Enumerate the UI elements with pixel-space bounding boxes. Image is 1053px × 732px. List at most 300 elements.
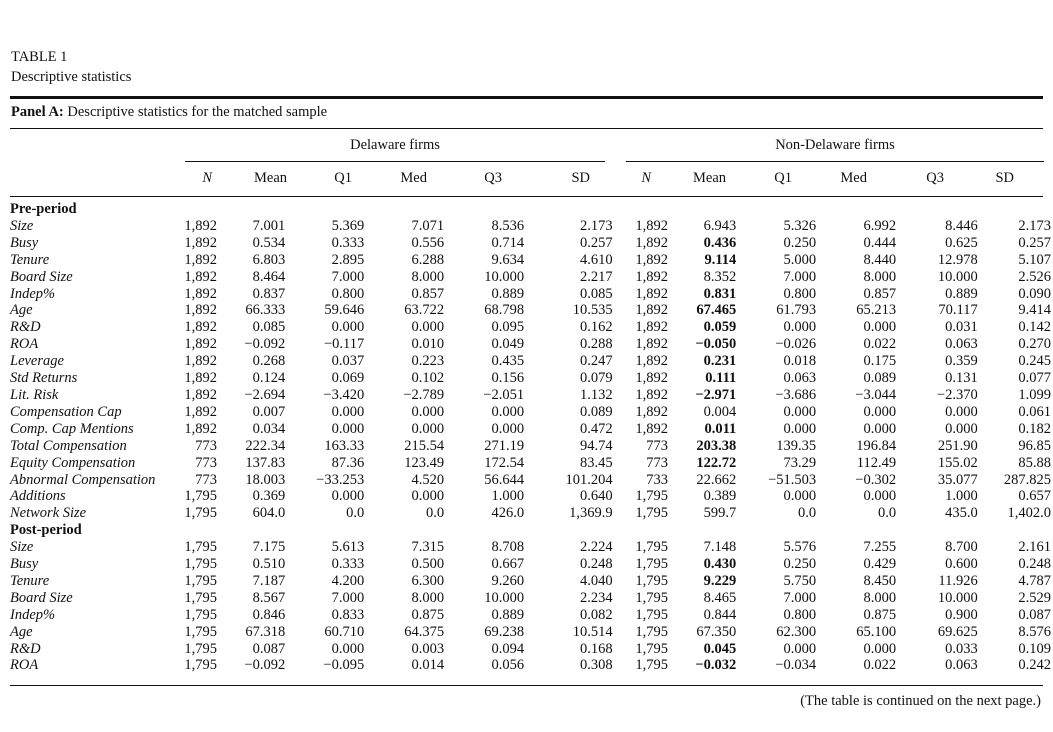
- table-cell: 1,795: [184, 623, 217, 640]
- table-cell: −2.694: [244, 386, 286, 403]
- table-cell: 1,892: [635, 302, 669, 319]
- table-cell: 10.000: [937, 268, 978, 285]
- table-cell: 1,795: [635, 640, 669, 657]
- table-cell: 1,795: [184, 505, 217, 522]
- table-cell: 163.33: [324, 437, 365, 454]
- table-cell: 0.430: [703, 556, 737, 573]
- table-cell: 2.224: [580, 539, 613, 556]
- table-cell: 1,402.0: [1007, 505, 1051, 522]
- table-cell: 0.657: [1018, 488, 1051, 505]
- table-cell: 599.7: [703, 505, 737, 522]
- table-row: [10, 336, 1053, 353]
- table-cell: 8.000: [863, 268, 897, 285]
- variable-name: Comp. Cap Mentions: [10, 420, 134, 437]
- column-header-delaware-q3: Q3: [484, 170, 502, 186]
- table-cell: 67.350: [696, 623, 737, 640]
- table-cell: 0.435: [491, 353, 525, 370]
- table-cell: 10.000: [484, 589, 525, 606]
- column-header-non-delaware-n: N: [641, 170, 651, 186]
- table-cell: 8.446: [945, 217, 978, 234]
- table-cell: 9.114: [704, 251, 737, 268]
- table-cell: 0.857: [863, 285, 897, 302]
- table-cell: 172.54: [484, 454, 525, 471]
- variable-name: Busy: [10, 556, 39, 573]
- table-cell: 8.000: [411, 268, 445, 285]
- table-cell: 0.436: [703, 234, 737, 251]
- section-title: Post-period: [10, 522, 82, 539]
- table-cell: −0.092: [244, 657, 286, 674]
- table-cell: 0.857: [411, 285, 445, 302]
- table-cell: 0.000: [411, 319, 445, 336]
- table-cell: 0.022: [863, 336, 897, 353]
- table-cell: 7.175: [252, 539, 286, 556]
- table-cell: 0.800: [783, 285, 817, 302]
- table-cell: 7.000: [331, 268, 365, 285]
- table-cell: 1,892: [635, 386, 669, 403]
- table-cell: 0.000: [945, 420, 978, 437]
- table-cell: 0.889: [491, 285, 525, 302]
- table-row: [10, 624, 1053, 641]
- table-cell: 0.085: [580, 285, 613, 302]
- variable-name: Lit. Risk: [10, 386, 59, 403]
- table-cell: 0.333: [331, 556, 365, 573]
- table-cell: 1,892: [184, 370, 217, 387]
- table-cell: 1,795: [635, 488, 669, 505]
- table-cell: 1,795: [635, 572, 669, 589]
- table-cell: 0.033: [945, 640, 978, 657]
- variable-name: Tenure: [10, 572, 50, 589]
- table-cell: 85.88: [1018, 454, 1051, 471]
- variable-name: Size: [10, 217, 34, 234]
- table-cell: 137.83: [245, 454, 286, 471]
- table-cell: 22.662: [696, 471, 737, 488]
- table-cell: 1,892: [184, 302, 217, 319]
- table-cell: 271.19: [484, 437, 525, 454]
- group-rule-non-delaware: [626, 161, 1044, 162]
- table-cell: 0.082: [580, 606, 613, 623]
- variable-name: Total Compensation: [10, 437, 127, 454]
- table-cell: 68.798: [484, 302, 525, 319]
- table-cell: 0.844: [703, 606, 737, 623]
- table-cell: 773: [195, 437, 217, 454]
- table-cell: 63.722: [404, 302, 445, 319]
- table-cell: 0.011: [704, 420, 737, 437]
- table-cell: 0.875: [863, 606, 897, 623]
- table-cell: 0.000: [491, 403, 525, 420]
- table-cell: 8.567: [252, 589, 286, 606]
- table-cell: 0.800: [783, 606, 817, 623]
- table-cell: 1,892: [184, 420, 217, 437]
- table-cell: 1,892: [184, 285, 217, 302]
- table-cell: 4.520: [411, 471, 445, 488]
- table-cell: 1,795: [184, 572, 217, 589]
- table-cell: 1,892: [635, 268, 669, 285]
- table-cell: 1,892: [184, 386, 217, 403]
- table-cell: 0.095: [491, 319, 525, 336]
- table-cell: 1,892: [635, 336, 669, 353]
- table-cell: 0.833: [331, 606, 365, 623]
- table-cell: 4.610: [580, 251, 613, 268]
- table-cell: 1.132: [580, 386, 613, 403]
- table-cell: 6.803: [252, 251, 286, 268]
- table-row: [10, 438, 1053, 455]
- variable-name: Indep%: [10, 285, 56, 302]
- table-cell: 0.109: [1018, 640, 1051, 657]
- table-cell: 1,892: [184, 403, 217, 420]
- table-cell: 1,892: [184, 336, 217, 353]
- table-cell: 2.173: [580, 217, 613, 234]
- table-cell: 0.004: [703, 403, 737, 420]
- table-cell: 73.29: [783, 454, 817, 471]
- table-cell: 8.700: [945, 539, 978, 556]
- table-cell: 0.444: [863, 234, 897, 251]
- table-cell: 11.926: [938, 572, 978, 589]
- table-cell: 196.84: [856, 437, 897, 454]
- table-cell: 0.063: [945, 657, 978, 674]
- table-cell: 1,795: [635, 539, 669, 556]
- table-cell: −0.026: [775, 336, 817, 353]
- table-cell: 0.059: [703, 319, 737, 336]
- table-cell: 1,795: [635, 657, 669, 674]
- table-cell: 8.576: [1018, 623, 1051, 640]
- table-cell: 62.300: [776, 623, 817, 640]
- section-header-row: [10, 522, 1053, 539]
- table-cell: 0.000: [331, 488, 365, 505]
- table-cell: 426.0: [491, 505, 525, 522]
- table-cell: 0.270: [1018, 336, 1051, 353]
- table-cell: 1,892: [635, 420, 669, 437]
- continuation-note: (The table is continued on the next page.): [800, 693, 1041, 709]
- table-cell: 5.000: [783, 251, 817, 268]
- column-header-delaware-n: N: [202, 170, 212, 186]
- table-cell: 0.000: [411, 420, 445, 437]
- table-cell: 8.440: [863, 251, 897, 268]
- table-cell: 0.831: [703, 285, 737, 302]
- table-cell: 69.238: [484, 623, 525, 640]
- table-cell: 1,795: [635, 556, 669, 573]
- column-header-delaware-med: Med: [400, 170, 427, 186]
- table-cell: 8.000: [863, 589, 897, 606]
- table-cell: 0.889: [945, 285, 978, 302]
- table-cell: 215.54: [404, 437, 445, 454]
- table-cell: 4.200: [331, 572, 365, 589]
- table-cell: 0.079: [580, 370, 613, 387]
- table-cell: 9.260: [491, 572, 525, 589]
- column-header-delaware-sd: SD: [571, 170, 590, 186]
- table-cell: 0.000: [783, 488, 817, 505]
- column-header-delaware-mean: Mean: [253, 170, 287, 186]
- table-cell: 8.708: [491, 539, 525, 556]
- table-cell: −0.092: [244, 336, 286, 353]
- table-cell: −2.789: [403, 386, 445, 403]
- table-cell: 0.085: [252, 319, 286, 336]
- table-cell: 1,795: [184, 539, 217, 556]
- table-row: [10, 472, 1053, 489]
- table-cell: 0.245: [1018, 353, 1051, 370]
- variable-name: Compensation Cap: [10, 403, 122, 420]
- table-cell: 773: [646, 437, 669, 454]
- table-cell: 0.000: [863, 403, 897, 420]
- table-row: [10, 404, 1053, 421]
- table-cell: 1,795: [184, 488, 217, 505]
- table-cell: 0.090: [1018, 285, 1051, 302]
- variable-name: ROA: [10, 657, 39, 674]
- table-cell: 0.0: [877, 505, 897, 522]
- table-cell: 251.90: [937, 437, 978, 454]
- table-cell: −33.253: [316, 471, 365, 488]
- table-cell: 1,795: [184, 640, 217, 657]
- table-cell: 18.003: [245, 471, 286, 488]
- table-cell: 0.175: [863, 353, 897, 370]
- table-cell: 6.943: [703, 217, 737, 234]
- table-cell: −3.420: [323, 386, 365, 403]
- table-cell: 112.49: [856, 454, 897, 471]
- table-cell: 773: [646, 454, 669, 471]
- table-cell: 0.018: [783, 353, 817, 370]
- table-cell: 66.333: [245, 302, 286, 319]
- table-cell: 222.34: [245, 437, 286, 454]
- table-cell: 1,795: [184, 657, 217, 674]
- column-header-non-delaware-sd: SD: [995, 170, 1014, 186]
- table-cell: 0.000: [783, 403, 817, 420]
- table-cell: 287.825: [1003, 471, 1051, 488]
- table-row: [10, 218, 1053, 235]
- table-cell: 0.162: [580, 319, 613, 336]
- table-cell: 5.326: [783, 217, 817, 234]
- table-cell: 65.100: [856, 623, 897, 640]
- table-row: [10, 353, 1053, 370]
- table-cell: 10.514: [572, 623, 613, 640]
- table-cell: 0.142: [1018, 319, 1051, 336]
- table-cell: 0.369: [252, 488, 286, 505]
- table-cell: 1,795: [635, 505, 669, 522]
- table-cell: 67.318: [245, 623, 286, 640]
- table-cell: 773: [195, 471, 217, 488]
- table-cell: 5.576: [783, 539, 817, 556]
- table-cell: 0.000: [783, 319, 817, 336]
- table-row: [10, 235, 1053, 252]
- table-cell: 0.000: [491, 420, 525, 437]
- table-row: [10, 573, 1053, 590]
- table-cell: −0.050: [695, 336, 737, 353]
- table-cell: 0.889: [491, 606, 525, 623]
- variable-name: Indep%: [10, 606, 56, 623]
- table-cell: 773: [195, 454, 217, 471]
- table-row: [10, 657, 1053, 674]
- table-cell: 0.257: [1018, 234, 1051, 251]
- table-cell: 0.063: [783, 370, 817, 387]
- table-cell: 1,892: [184, 268, 217, 285]
- table-cell: 0.288: [580, 336, 613, 353]
- table-cell: 1,795: [635, 623, 669, 640]
- table-cell: 0.087: [252, 640, 286, 657]
- table-cell: 61.793: [776, 302, 817, 319]
- table-cell: 0.250: [783, 556, 817, 573]
- table-row: [10, 286, 1053, 303]
- table-cell: 8.450: [863, 572, 897, 589]
- table-row: [10, 387, 1053, 404]
- table-cell: 1,892: [184, 319, 217, 336]
- table-cell: 1,892: [635, 251, 669, 268]
- table-cell: 0.102: [411, 370, 445, 387]
- table-cell: 0.168: [580, 640, 613, 657]
- table-cell: 0.268: [252, 353, 286, 370]
- table-cell: 1,795: [184, 556, 217, 573]
- table-cell: 1,369.9: [569, 505, 613, 522]
- table-cell: 0.257: [580, 234, 613, 251]
- table-cell: 7.255: [863, 539, 897, 556]
- table-cell: 203.38: [696, 437, 737, 454]
- table-cell: 7.148: [703, 539, 737, 556]
- table-cell: 0.714: [491, 234, 525, 251]
- table-cell: 10.000: [484, 268, 525, 285]
- table-cell: 7.315: [411, 539, 445, 556]
- table-cell: 0.003: [411, 640, 445, 657]
- table-cell: 0.600: [945, 556, 978, 573]
- table-cell: −3.686: [775, 386, 817, 403]
- table-cell: 1,892: [635, 319, 669, 336]
- table-cell: 9.414: [1018, 302, 1051, 319]
- table-cell: 139.35: [776, 437, 817, 454]
- table-cell: 0.000: [331, 640, 365, 657]
- table-cell: 0.111: [705, 370, 737, 387]
- table-row: [10, 607, 1053, 624]
- table-cell: 5.613: [331, 539, 365, 556]
- table-cell: 0.000: [863, 488, 897, 505]
- table-cell: 0.069: [331, 370, 365, 387]
- table-cell: 1.000: [491, 488, 525, 505]
- table-cell: 1,892: [184, 217, 217, 234]
- table-cell: −3.044: [855, 386, 897, 403]
- table-cell: 0.900: [945, 606, 978, 623]
- table-cell: −0.117: [323, 336, 365, 353]
- table-cell: 94.74: [580, 437, 613, 454]
- table-cell: 0.250: [783, 234, 817, 251]
- table-cell: 65.213: [856, 302, 897, 319]
- table-cell: 0.094: [491, 640, 525, 657]
- variable-name: Std Returns: [10, 370, 78, 387]
- column-header-non-delaware-mean: Mean: [692, 170, 726, 186]
- group-header-delaware: Delaware firms: [350, 137, 440, 153]
- table-cell: 0.007: [252, 403, 286, 420]
- column-header-non-delaware-q3: Q3: [926, 170, 944, 186]
- table-cell: 69.625: [937, 623, 978, 640]
- table-cell: 0.389: [703, 488, 737, 505]
- table-cell: 0.242: [1018, 657, 1051, 674]
- table-row: [10, 539, 1053, 556]
- table-cell: 1.099: [1018, 386, 1051, 403]
- table-cell: 101.204: [565, 471, 613, 488]
- table-cell: −51.503: [768, 471, 817, 488]
- panel-heading: [11, 104, 327, 121]
- table-cell: 0.087: [1018, 606, 1051, 623]
- table-cell: 0.472: [580, 420, 613, 437]
- table-cell: 5.750: [783, 572, 817, 589]
- table-cell: 0.534: [252, 234, 286, 251]
- table-cell: 0.556: [411, 234, 445, 251]
- table-row: [10, 252, 1053, 269]
- table-cell: 0.625: [945, 234, 978, 251]
- table-cell: 0.333: [331, 234, 365, 251]
- table-cell: 0.000: [783, 420, 817, 437]
- variable-name: Age: [10, 623, 33, 640]
- table-label: TABLE 1: [11, 49, 68, 65]
- table-cell: 5.369: [331, 217, 365, 234]
- table-cell: 0.000: [411, 488, 445, 505]
- variable-name: Leverage: [10, 353, 64, 370]
- table-cell: 733: [646, 471, 669, 488]
- table-cell: 0.248: [580, 556, 613, 573]
- table-cell: 0.089: [580, 403, 613, 420]
- table-cell: 1,795: [635, 606, 669, 623]
- table-cell: 9.634: [491, 251, 525, 268]
- panel-label: Panel A:: [11, 104, 64, 120]
- table-cell: 0.156: [491, 370, 525, 387]
- table-cell: 0.131: [945, 370, 978, 387]
- table-cell: 6.992: [863, 217, 897, 234]
- table-cell: 1,892: [184, 251, 217, 268]
- table-cell: 0.640: [580, 488, 613, 505]
- table-cell: 67.465: [696, 302, 737, 319]
- table-cell: 8.536: [491, 217, 525, 234]
- table-cell: 7.000: [331, 589, 365, 606]
- table-cell: 0.014: [411, 657, 445, 674]
- table-cell: −0.095: [323, 657, 365, 674]
- table-row: [10, 455, 1053, 472]
- variable-name: Equity Compensation: [10, 454, 136, 471]
- variable-name: Tenure: [10, 251, 50, 268]
- section-title: Pre-period: [10, 201, 77, 217]
- table-cell: 1,795: [184, 606, 217, 623]
- table-row: [10, 421, 1053, 438]
- table-cell: 2.895: [331, 251, 365, 268]
- table-cell: 0.031: [945, 319, 978, 336]
- table-cell: 0.045: [703, 640, 737, 657]
- column-header-non-delaware-med: Med: [840, 170, 867, 186]
- table-cell: 0.359: [945, 353, 978, 370]
- table-cell: 0.022: [863, 657, 897, 674]
- table-cell: 1,892: [635, 370, 669, 387]
- table-cell: 0.037: [331, 353, 365, 370]
- table-cell: 96.85: [1018, 437, 1051, 454]
- table-row: [10, 302, 1053, 319]
- variable-name: Abnormal Compensation: [10, 471, 156, 488]
- variable-name: R&D: [10, 319, 41, 336]
- table-cell: 0.510: [252, 556, 286, 573]
- table-cell: 0.0: [346, 505, 365, 522]
- variable-name: Board Size: [10, 268, 73, 285]
- table-cell: 5.107: [1018, 251, 1051, 268]
- table-cell: −0.302: [855, 471, 897, 488]
- descriptive-statistics-table: [10, 201, 1053, 674]
- table-cell: 0.500: [411, 556, 445, 573]
- table-cell: 2.161: [1018, 539, 1051, 556]
- table-cell: 1,892: [184, 353, 217, 370]
- table-cell: 0.429: [863, 556, 897, 573]
- panel-rule: [10, 128, 1043, 129]
- table-cell: 0.000: [945, 403, 978, 420]
- table-cell: 0.248: [1018, 556, 1051, 573]
- table-cell: 604.0: [252, 505, 286, 522]
- variable-name: Network Size: [10, 505, 87, 522]
- table-cell: 0.061: [1018, 403, 1051, 420]
- table-cell: 0.000: [331, 319, 365, 336]
- table-cell: 1,892: [635, 217, 669, 234]
- table-cell: 0.063: [945, 336, 978, 353]
- variable-name: ROA: [10, 336, 39, 353]
- variable-name: Additions: [10, 488, 66, 505]
- table-cell: 59.646: [324, 302, 365, 319]
